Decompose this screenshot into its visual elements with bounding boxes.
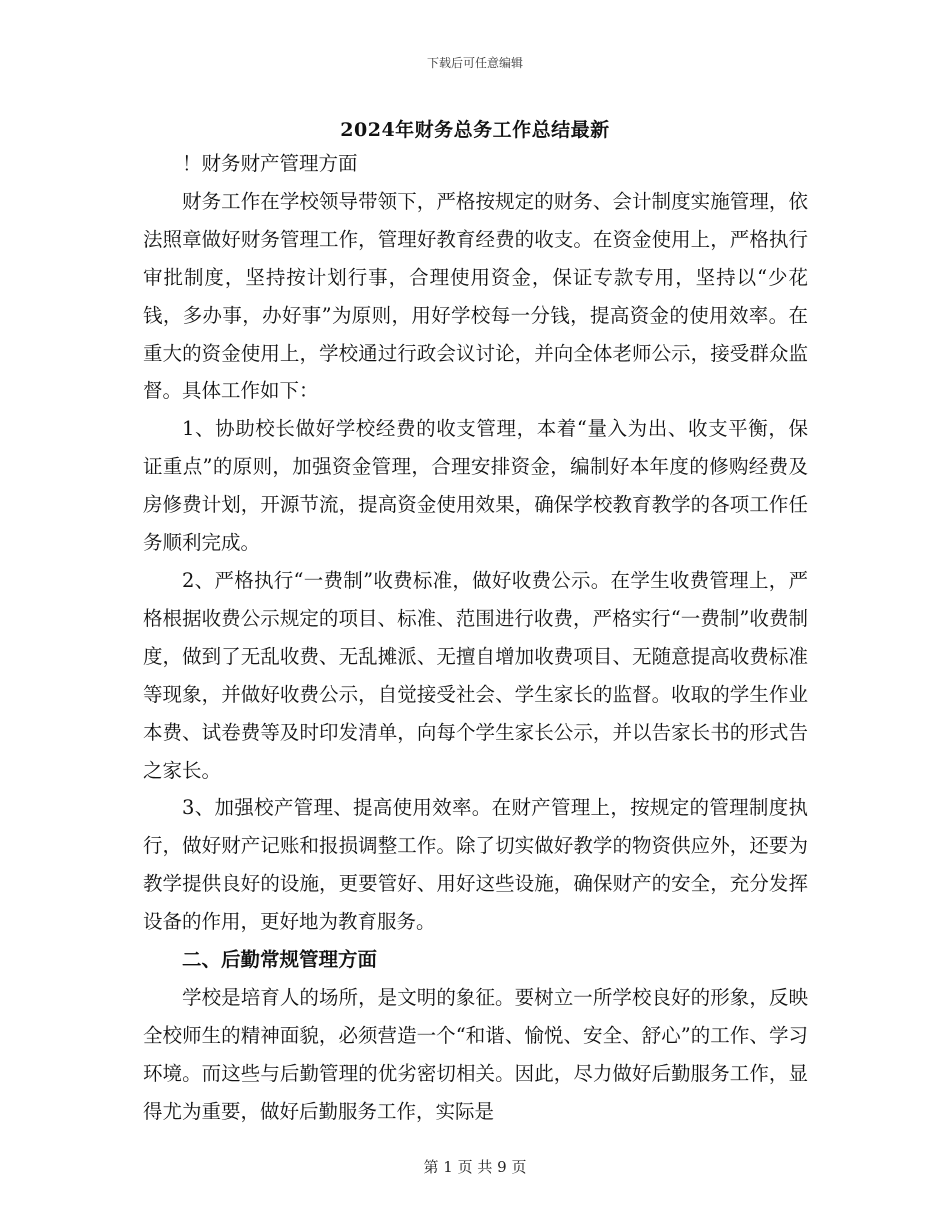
paragraph-finance-intro: 财务工作在学校领导带领下，严格按规定的财务、会计制度实施管理，依法照章做好财务管理工作，管理好教育经费的收支。在资金使用上，严格执行审批制度，坚持按计划行事，合理使用资金，保证专款专用，坚持以“少花钱，多办事，办好事”为原则，用好学校每一分钱，提高资金的使用效率。在重大的资金使用上，学校通过行政会议讨论，并向全体老师公示，接受群众监督。具体工作如下：: [143, 189, 808, 403]
paragraph-item-2: 2、严格执行“一费制”收费标准，做好收费公示。在学生收费管理上，严格根据收费公示规定的项目、标准、范围进行收费，严格实行“一费制”收费制度，做到了无乱收费、无乱摊派、无擅自增加收费项目、无随意提高收费标准等现象，并做好收费公示，自觉接受社会、学生家长的监督。收取的学生作业本费、试卷费等及时印发清单，向每个学生家长公示，并以告家长书的形式告之家长。: [143, 568, 808, 782]
paragraph-item-3: 3、加强校产管理、提高使用效率。在财产管理上，按规定的管理制度执行，做好财产记账和报损调整工作。除了切实做好教学的物资供应外，还要为教学提供良好的设施，更要管好、用好这些设施，确保财产的安全，充分发挥设备的作用，更好地为教育服务。: [143, 796, 808, 934]
page-number-footer: 第 1 页 共 9 页: [423, 1158, 527, 1176]
paragraph-logistics-intro: 学校是培育人的场所，是文明的象征。要树立一所学校良好的形象，反映全校师生的精神面貌，必须营造一个“和谐、愉悦、安全、舒心”的工作、学习环境。而这些与后勤管理的优劣密切相关。因此，尽力做好后勤服务工作，显得尤为重要，做好后勤服务工作，实际是: [143, 985, 808, 1123]
download-editable-note: 下载后可任意编辑: [426, 56, 523, 70]
document-title: 2024年财务总务工作总结最新: [340, 119, 610, 141]
document-body: [143, 145, 808, 1131]
section-heading-logistics: 二、后勤常规管理方面: [182, 948, 378, 972]
section-heading-finance: ！财务财产管理方面: [182, 152, 358, 175]
paragraph-item-1: 1、协助校长做好学校经费的收支管理，本着“量入为出、收支平衡，保证重点”的原则，加强资金管理，合理安排资金，编制好本年度的修购经费及房修费计划，开源节流，提高资金使用效果，确保学校教育教学的各项工作任务顺利完成。: [143, 417, 808, 555]
